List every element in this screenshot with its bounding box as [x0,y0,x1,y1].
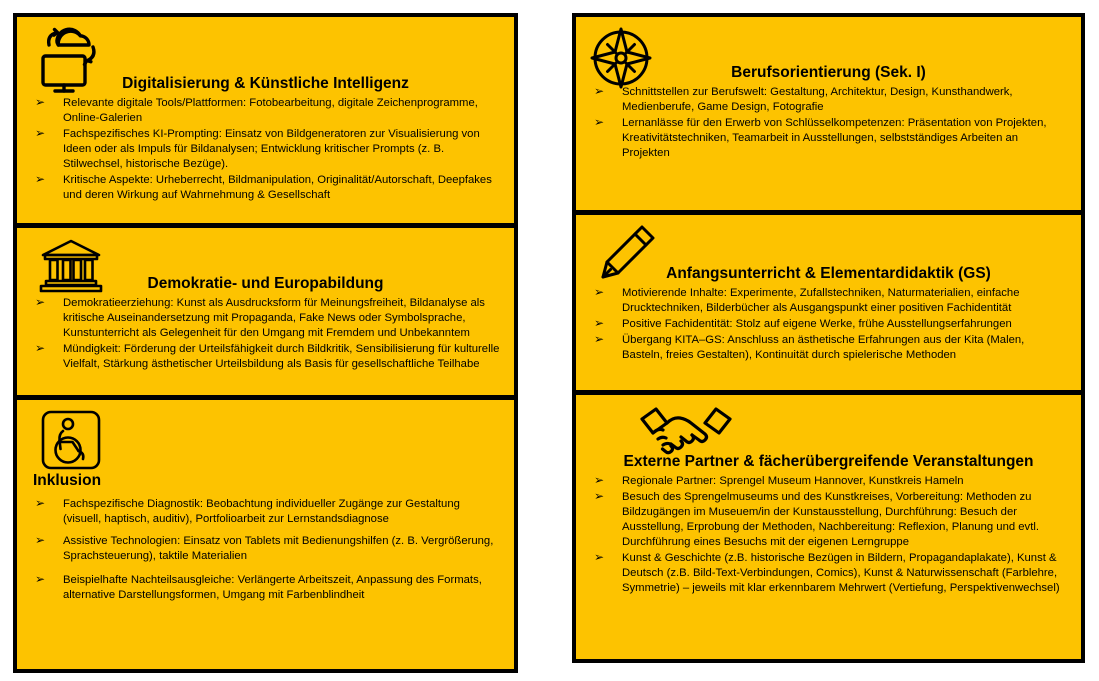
list-item [33,296,500,341]
list-item [592,286,1067,316]
list-item [33,534,500,564]
list-item-text: Fachspezifisches KI-Prompting: Einsatz von Bildgeneratoren zur Visualisierung von Ideen oder als Impuls für Bildanalysen; Entwicklung kritischer Prompts (z. B. Stilwechsel, historische Bezüge). [63,127,480,170]
bullet-marker-icon: ➢ [594,549,605,564]
bullet-marker-icon: ➢ [594,114,605,129]
panel-title: Berufsorientierung (Sek. I) [731,64,926,81]
list-item-text: Relevante digitale Tools/Plattformen: Fotobearbeitung, digitale Zeichenprogramme, Online-Galerien [63,96,478,124]
list-item-text: Übergang KITA–GS: Anschluss an ästhetische Erfahrungen aus der Kita (Malen, Basteln, freies Gestalten), Kontinuität durch spielerische Methoden [622,333,1025,361]
list-item [33,96,500,126]
panel-berufsorientierung[interactable] [576,17,1081,210]
bullet-marker-icon: ➢ [594,472,605,487]
list-item-text: Assistive Technologien: Einsatz von Tablets mit Bedienungshilfen (z. B. Vergrößerung, Sprachsteuerung), taktile Materialien [63,534,494,562]
list-item-text: Kritische Aspekte: Urheberrecht, Bildmanipulation, Originalität/Autorschaft, Deepfakes und deren Wirkung auf Wahrnehmung & Gesellschaft [63,173,492,201]
wheelchair-accessibility-icon [41,410,101,470]
list-item-text: Demokratieerziehung: Kunst als Ausdrucksform für Meinungsfreiheit, Bildanalyse als kritische Auseinandersetzung mit Propaganda, Fake News oder Symbolsprache, Kunstunterricht als Gelegenheit für den Umgang mit Fremdem und Unbekanntem [63,296,485,339]
list-item-text: Besuch des Sprengelmuseums und des Kunstkreises, Vorbereitung: Methoden zu Bildzugängen im Museuem/in der Kunstausstellung, Durchführung: Besuch der Ausstellung, Erprobung der Methoden, Nachbereitung: Reflexion, Planung und evtl. Durchführung eines Besuchs mit der eigenen Lerngruppe [622,490,1039,548]
bullet-marker-icon: ➢ [35,125,46,140]
list-item [33,173,500,203]
list-item-text: Fachspezifische Diagnostik: Beobachtung individueller Zugänge zur Gestaltung (visuell, haptisch, auditiv), Portfolioarbeit zur Lernstandsdiagnose [63,497,460,525]
bullet-marker-icon: ➢ [35,571,46,586]
pencil-icon [596,223,658,281]
list-item-text: Motivierende Inhalte: Experimente, Zufallstechniken, Naturmaterialien, einfache Drucktechniken, Bilderbücher als Ausgangspunkt einer positiven Fachidentität [622,286,1020,314]
list-item-text: Schnittstellen zur Berufswelt: Gestaltung, Architektur, Design, Kunsthandwerk, Medienberufe, Game Design, Fotografie [622,85,1013,113]
list-item [592,116,1067,161]
bullet-marker-icon: ➢ [594,488,605,503]
compass-rose-icon [588,25,654,91]
panel-digitalisierung-ki[interactable] [17,17,514,223]
list-item [33,497,500,527]
list-item-text: Positive Fachidentität: Stolz auf eigene Werke, frühe Ausstellungserfahrungen [622,317,1012,330]
bullet-marker-icon: ➢ [35,532,46,547]
bullet-list [576,286,1081,363]
classical-temple-icon [39,238,103,294]
list-item [33,127,500,172]
right-column [572,13,1085,663]
list-item [592,474,1067,489]
bullet-list [576,474,1081,596]
panel-title: Digitalisierung & Künstliche Intelligenz [122,75,409,92]
list-item-text: Regionale Partner: Sprengel Museum Hannover, Kunstkreis Hameln [622,474,964,487]
panel-anfangsunterricht-elementardidaktik[interactable] [576,210,1081,390]
bullet-marker-icon: ➢ [35,495,46,510]
panel-demokratie-europabildung[interactable] [17,223,514,395]
panel-inklusion[interactable] [17,395,514,669]
panel-externe-partner[interactable] [576,390,1081,659]
bullet-marker-icon: ➢ [594,284,605,299]
list-item-text: Beispielhafte Nachteilsausgleiche: Verlängerte Arbeitszeit, Anpassung des Formats, alternative Darstellungsformen, Umgang mit Farbenblindheit [63,573,482,601]
bullet-marker-icon: ➢ [594,331,605,346]
bullet-marker-icon: ➢ [594,315,605,330]
list-item-text: Lernanlässe für den Erwerb von Schlüsselkompetenzen: Präsentation von Projekten, Kreativitätstechniken, Teamarbeit in Ausstellungen, selbstständiges Arbeiten an Projekten [622,116,1047,159]
list-item [592,490,1067,550]
bullet-marker-icon: ➢ [35,171,46,186]
bullet-marker-icon: ➢ [35,94,46,109]
list-item [33,573,500,603]
panel-title: Demokratie- und Europabildung [147,275,384,292]
list-item [592,333,1067,363]
bullet-marker-icon: ➢ [35,340,46,355]
list-item [592,85,1067,115]
bullet-marker-icon: ➢ [35,294,46,309]
list-item [592,551,1067,596]
panel-title: Externe Partner & fächerübergreifende Veranstaltungen [623,453,1034,470]
list-item-text: Kunst & Geschichte (z.B. historische Bezügen in Bildern, Propagandaplakate), Kunst & Deutsch (z.B. Bild-Text-Verbindungen, Comics), Kunst & Naturwissenschaft (Farblehre, Symmetrie) – jeweils mit klar erkennbarem Mehrwert (Vertiefung, Perspektivenwechsel) [622,551,1060,594]
panel-title: Inklusion [33,472,102,489]
bullet-list [17,497,514,603]
list-item [592,317,1067,332]
list-item [33,342,500,372]
bullet-marker-icon: ➢ [594,83,605,98]
list-item-text: Mündigkeit: Förderung der Urteilsfähigkeit durch Bildkritik, Sensibilisierung für kulturelle Vielfalt, Stärkung ästhetischer Urteilsbildung als Basis für gesellschaftliche Teilhabe [63,342,500,370]
bullet-list [17,296,514,372]
handshake-icon [634,403,738,461]
left-column [13,13,518,673]
panel-title: Anfangsunterricht & Elementardidaktik (GS) [666,265,991,282]
bullet-list [17,96,514,203]
cloud-sync-monitor-icon [37,27,109,91]
bullet-list [576,85,1081,161]
